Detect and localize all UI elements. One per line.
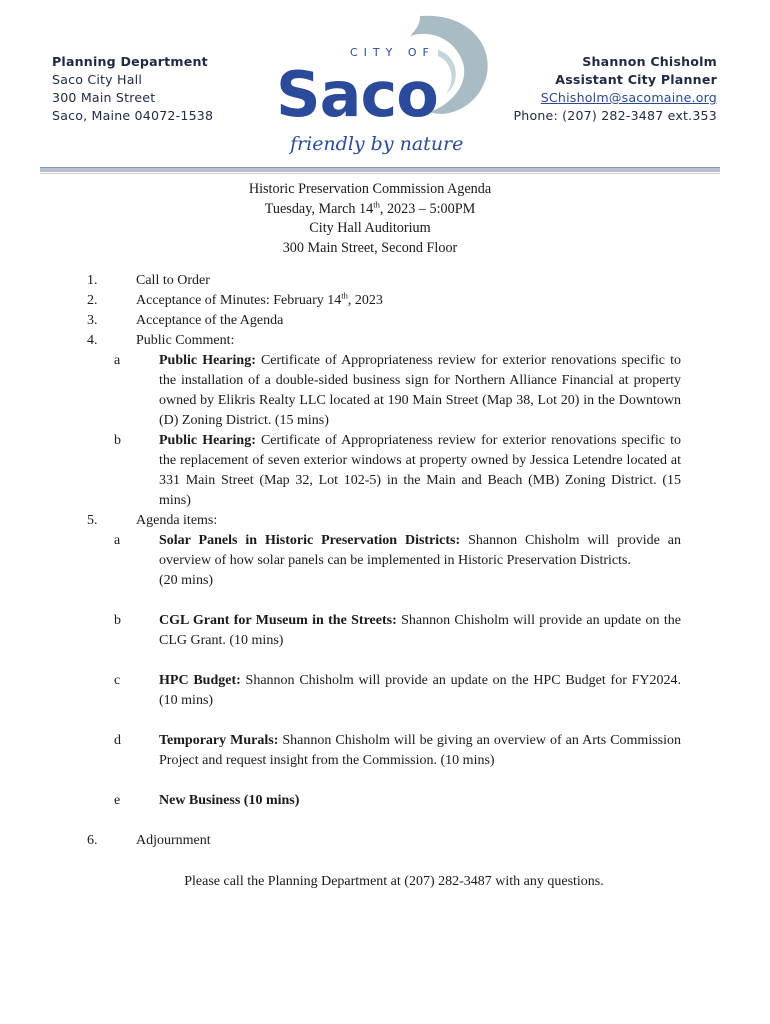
footer-note: Please call the Planning Department at (207) 282-3487 with any questions. xyxy=(184,874,604,889)
agenda-item-4 xyxy=(0,331,770,351)
public-comment-item-b xyxy=(0,431,770,511)
meeting-time-text: , 2023 – 5:00PM xyxy=(379,200,476,217)
sub-item-letter: d xyxy=(114,733,121,748)
logo-tagline-text: friendly by nature xyxy=(290,133,464,155)
sub-item-letter: b xyxy=(114,613,121,628)
sub-item-heading: Public Hearing: xyxy=(159,433,256,448)
department-address-block xyxy=(52,53,213,125)
sub-item-body: Shannon Chisholm will be giving an overview of an Arts Commission Project and request insight from the Commission. (10 mins) xyxy=(159,733,681,768)
agenda-item-number: 2. xyxy=(87,293,98,308)
agenda-item-text: Acceptance of the Agenda xyxy=(136,313,284,328)
agenda-item-2 xyxy=(0,291,770,311)
agenda-items-item-d xyxy=(0,731,770,771)
sub-item-text xyxy=(159,791,681,811)
contact-phone: Phone: (207) 282-3487 ext.353 xyxy=(513,108,717,123)
sub-item-letter: a xyxy=(114,533,121,548)
sub-item-letter: b xyxy=(114,433,121,448)
sub-item-text xyxy=(159,351,681,431)
sub-item-body: Certificate of Appropriateness review for exterior renovations specific to the replacement of seven exterior windows at property owned by Jessica Letendre located at 331 Main Street (Map 32, Lot 102-5) in the Main and Beach (MB) Zoning District. (15 mins) xyxy=(159,433,681,508)
agenda-item-text: Agenda items: xyxy=(136,513,218,528)
agenda-item-text: Call to Order xyxy=(136,273,210,288)
meeting-date-time xyxy=(0,200,740,220)
agenda-item-text xyxy=(136,291,383,311)
agenda-items-item-e xyxy=(0,791,770,811)
ordinal-suffix: th xyxy=(341,290,348,301)
sub-item-heading: HPC Budget: xyxy=(159,673,241,688)
sub-item-text xyxy=(159,531,681,591)
sub-item-letter: a xyxy=(114,353,121,368)
agenda-item-1 xyxy=(0,271,770,291)
minutes-year: , 2023 xyxy=(347,293,383,308)
agenda-list xyxy=(0,271,770,851)
sub-item-duration: (20 mins) xyxy=(159,573,214,588)
contact-email-link[interactable]: SChisholm@sacomaine.org xyxy=(540,90,717,105)
sub-item-body: Shannon Chisholm will provide an update on the HPC Budget for FY2024. (10 mins) xyxy=(159,673,682,708)
street-address: 300 Main Street xyxy=(52,90,156,105)
sub-item-letter: c xyxy=(114,673,121,688)
sub-item-body: Certificate of Appropriateness review for exterior renovations specific to the installation of a double-sided business sign for Northern Alliance Financial at property owned by Elikris Realty LLC located at 190 Main Street (Map 38, Lot 20) in the Downtown (D) Zoning District. (15 mins) xyxy=(159,353,681,428)
agenda-item-number: 5. xyxy=(87,513,98,528)
agenda-items-item-a xyxy=(0,531,770,591)
contact-block xyxy=(513,53,717,125)
public-comment-item-a xyxy=(0,351,770,431)
sub-item-heading: Solar Panels in Historic Preservation Districts: xyxy=(159,533,461,548)
agenda-item-number: 4. xyxy=(87,333,98,348)
contact-role: Assistant City Planner xyxy=(555,72,717,87)
contact-name: Shannon Chisholm xyxy=(582,54,717,69)
agenda-item-3 xyxy=(0,311,770,331)
meeting-venue: City Hall Auditorium xyxy=(309,220,431,236)
header-divider xyxy=(40,167,720,172)
sub-item-text xyxy=(159,611,681,651)
sub-item-text xyxy=(159,731,681,771)
sub-item-heading: CGL Grant for Museum in the Streets: xyxy=(159,613,397,628)
sub-item-body: Shannon Chisholm will provide an update on the CLG Grant. (10 mins) xyxy=(159,613,681,648)
sub-item-heading: New Business (10 mins) xyxy=(159,793,300,808)
logo-saco-text: Saco xyxy=(276,58,438,131)
agenda-item-number: 6. xyxy=(87,833,98,848)
sub-item-heading: Public Hearing: xyxy=(159,353,256,368)
agenda-items-item-c xyxy=(0,671,770,711)
city-of-saco-logo xyxy=(270,10,500,170)
logo-city-of-text: CITY OF xyxy=(350,46,435,59)
header-divider-thin xyxy=(40,173,720,174)
sub-item-heading: Temporary Murals: xyxy=(159,733,279,748)
agenda-item-number: 3. xyxy=(87,313,98,328)
agenda-item-6 xyxy=(0,831,770,851)
agenda-title: Historic Preservation Commission Agenda xyxy=(248,181,492,197)
city-state-zip: Saco, Maine 04072-1538 xyxy=(52,108,214,123)
department-name: Planning Department xyxy=(52,54,208,69)
minutes-text: Acceptance of Minutes: February 14 xyxy=(136,293,342,308)
meeting-date-text: Tuesday, March 14 xyxy=(264,200,374,217)
agenda-items-item-b xyxy=(0,611,770,651)
agenda-item-text: Adjournment xyxy=(136,833,211,848)
date-ordinal-suffix: th xyxy=(373,198,380,209)
agenda-item-5 xyxy=(0,511,770,531)
sub-item-text xyxy=(159,431,681,511)
sub-item-text xyxy=(159,671,681,711)
agenda-item-text: Public Comment: xyxy=(136,333,235,348)
sub-item-letter: e xyxy=(114,793,121,808)
agenda-item-number: 1. xyxy=(87,273,98,288)
meeting-address: 300 Main Street, Second Floor xyxy=(282,239,458,256)
building-name: Saco City Hall xyxy=(52,72,143,87)
sub-item-body: Shannon Chisholm will provide an overview of how solar panels can be implemented in Historic Preservation Districts. xyxy=(159,533,681,568)
agenda-title-block xyxy=(0,180,740,258)
